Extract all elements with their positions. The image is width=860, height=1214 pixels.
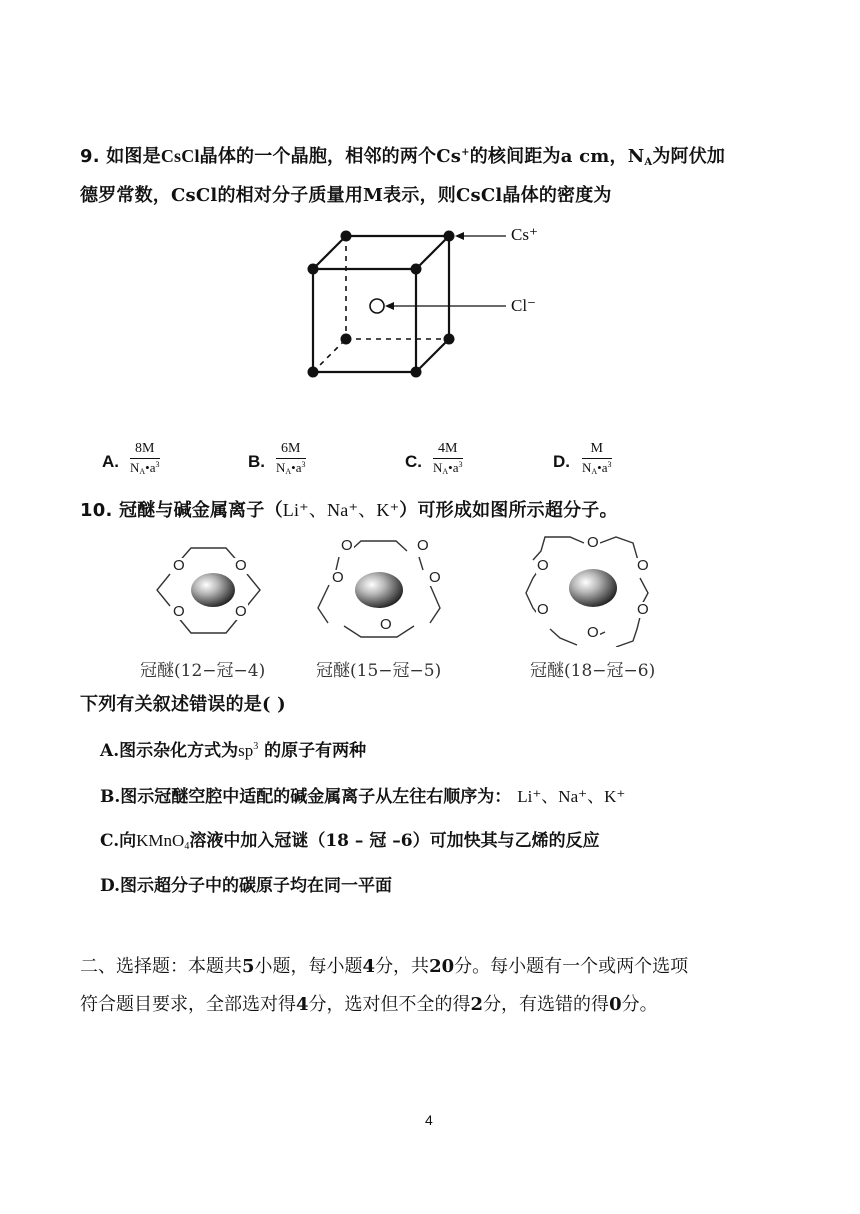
q9-distance: a cm xyxy=(560,146,610,167)
q9-option-d-label[interactable]: D. xyxy=(553,452,570,471)
q9-formula: CsCl xyxy=(455,185,503,206)
section-text: 分，选对但不全的得 xyxy=(308,994,471,1015)
q10-ions: Li⁺、Na⁺、K⁺ xyxy=(282,500,400,520)
oxygen-atom-label: O xyxy=(235,557,247,574)
q9-formula: CsCl xyxy=(171,185,218,206)
fraction-numerator: 6M xyxy=(276,441,306,459)
choice-sp: sp xyxy=(238,741,254,760)
q9-text: ， xyxy=(609,146,628,167)
q9-option-a-fraction xyxy=(130,441,160,476)
q9-formula: CsCl xyxy=(160,146,200,166)
q10-question: 下列有关叙述错误的是( ) xyxy=(80,694,286,715)
q9-text: 晶体的一个晶胞，相邻的两个 xyxy=(199,146,437,167)
oxygen-atom-label: O xyxy=(587,624,599,641)
q9-text: 德罗常数， xyxy=(80,185,171,206)
cl-label: Cl⁻ xyxy=(511,296,537,315)
section-number: 0 xyxy=(609,994,622,1015)
section-text: 分。 xyxy=(621,994,658,1015)
q10-text: ）可形成如图所示超分子。 xyxy=(399,500,618,521)
page-number: 4 xyxy=(425,1112,433,1128)
q9-m: M xyxy=(363,185,384,206)
q10-number: 10. xyxy=(80,500,113,521)
oxygen-atom-label: O xyxy=(537,601,549,618)
oxygen-atom-label: O xyxy=(380,616,392,633)
q9-text: 为阿伏加 xyxy=(652,146,726,167)
section-text: 分。每小题有一个或两个选项 xyxy=(454,956,689,977)
choice-text: 的原子有两种 xyxy=(264,741,367,761)
choice-text: D.图示超分子中的碳原子均在同一平面 xyxy=(100,876,393,896)
oxygen-atom-label: O xyxy=(637,557,649,574)
section-text: 符合题目要求，全部选对得 xyxy=(80,994,296,1015)
section-text: 二、选择题：本题共 xyxy=(80,956,242,977)
section-text: 小题，每小题 xyxy=(254,956,363,977)
oxygen-atom-label: O xyxy=(417,537,429,554)
q9-cs: Cs xyxy=(436,146,462,167)
q9-na: N xyxy=(627,146,645,167)
q9-option-a-label[interactable]: A. xyxy=(102,452,119,471)
q9-text: 表示，则 xyxy=(383,185,456,206)
section-number: 2 xyxy=(470,994,484,1015)
q9-number: 9. xyxy=(80,146,100,167)
choice-ions: Li⁺、Na⁺、K⁺ xyxy=(517,787,626,806)
oxygen-atom-label: O xyxy=(537,557,549,574)
q9-option-c-label[interactable]: C. xyxy=(405,452,422,471)
section-text: 分，共 xyxy=(375,956,430,977)
q9-option-d-fraction xyxy=(582,441,612,476)
oxygen-atom-label: O xyxy=(429,569,441,586)
q9-cs-charge: + xyxy=(461,147,470,158)
fraction-numerator: 4M xyxy=(433,441,463,459)
choice-text: 溶液中加入冠谜（18 – 冠 –6）可加快其与乙烯的反应 xyxy=(189,831,600,851)
choice-formula: KMnO xyxy=(136,831,185,850)
section-text: 分，有选错的得 xyxy=(483,994,610,1015)
fraction-denominator: $N_A•a^3$ xyxy=(276,460,306,476)
fraction-denominator: $N_A•a^3$ xyxy=(433,460,463,476)
q9-text: 的核间距为 xyxy=(469,146,561,167)
q10-choice-d[interactable] xyxy=(100,871,392,896)
section-number: 4 xyxy=(296,994,309,1015)
q10-choice-b[interactable] xyxy=(100,782,625,807)
metal-ion-ball xyxy=(191,573,235,607)
section-number: 4 xyxy=(362,956,376,977)
q9-text: 的相对分子质量用 xyxy=(217,185,364,206)
cs-label: Cs⁺ xyxy=(511,225,538,244)
choice-text: A.图示杂化方式为 xyxy=(100,741,239,761)
crown-label-15-5: 冠醚(15−冠−5) xyxy=(316,661,442,681)
crown-label-12-4: 冠醚(12−冠−4) xyxy=(140,661,266,681)
q9-line2 xyxy=(80,181,612,207)
section-number: 20 xyxy=(429,956,455,977)
fraction-numerator: M xyxy=(582,441,612,459)
q10-text: 冠醚与碱金属离子（ xyxy=(118,500,283,521)
section-number: 5 xyxy=(242,956,255,977)
oxygen-atom-label: O xyxy=(637,601,649,618)
cl-ion-circle xyxy=(370,299,384,313)
q9-option-c-fraction xyxy=(433,441,463,476)
q9-text: 晶体的密度为 xyxy=(502,185,612,206)
metal-ion-ball xyxy=(569,569,617,607)
q9-na-sub: A xyxy=(644,157,653,168)
oxygen-atom-label: O xyxy=(235,603,247,620)
q9-line1 xyxy=(80,142,725,168)
choice-sub: 4 xyxy=(184,841,190,852)
oxygen-atom-label: O xyxy=(173,603,185,620)
oxygen-atom-label: O xyxy=(332,569,344,586)
q9-option-b-label[interactable]: B. xyxy=(248,452,265,471)
fraction-numerator: 8M xyxy=(130,441,160,459)
q10-stem xyxy=(80,496,618,522)
fraction-denominator: $N_A•a^3$ xyxy=(582,460,612,476)
q10-choice-a[interactable] xyxy=(100,736,366,761)
choice-sup: 3 xyxy=(253,741,259,752)
choice-text: B.图示冠醚空腔中适配的碱金属离子从左往右顺序为： xyxy=(100,787,512,807)
crown-label-18-6: 冠醚(18−冠−6) xyxy=(530,661,656,681)
oxygen-atom-label: O xyxy=(341,537,353,554)
oxygen-atom-label: O xyxy=(173,557,185,574)
q10-choice-c[interactable] xyxy=(100,826,600,852)
fraction-denominator: $N_A•a^3$ xyxy=(130,460,160,476)
q9-option-b-fraction xyxy=(276,441,306,476)
section2-line2 xyxy=(80,990,658,1016)
choice-text: C.向 xyxy=(100,831,137,851)
section2-line1 xyxy=(80,952,688,978)
q9-text: 如图是 xyxy=(106,146,161,167)
metal-ion-ball xyxy=(355,572,403,608)
oxygen-atom-label: O xyxy=(587,534,599,551)
